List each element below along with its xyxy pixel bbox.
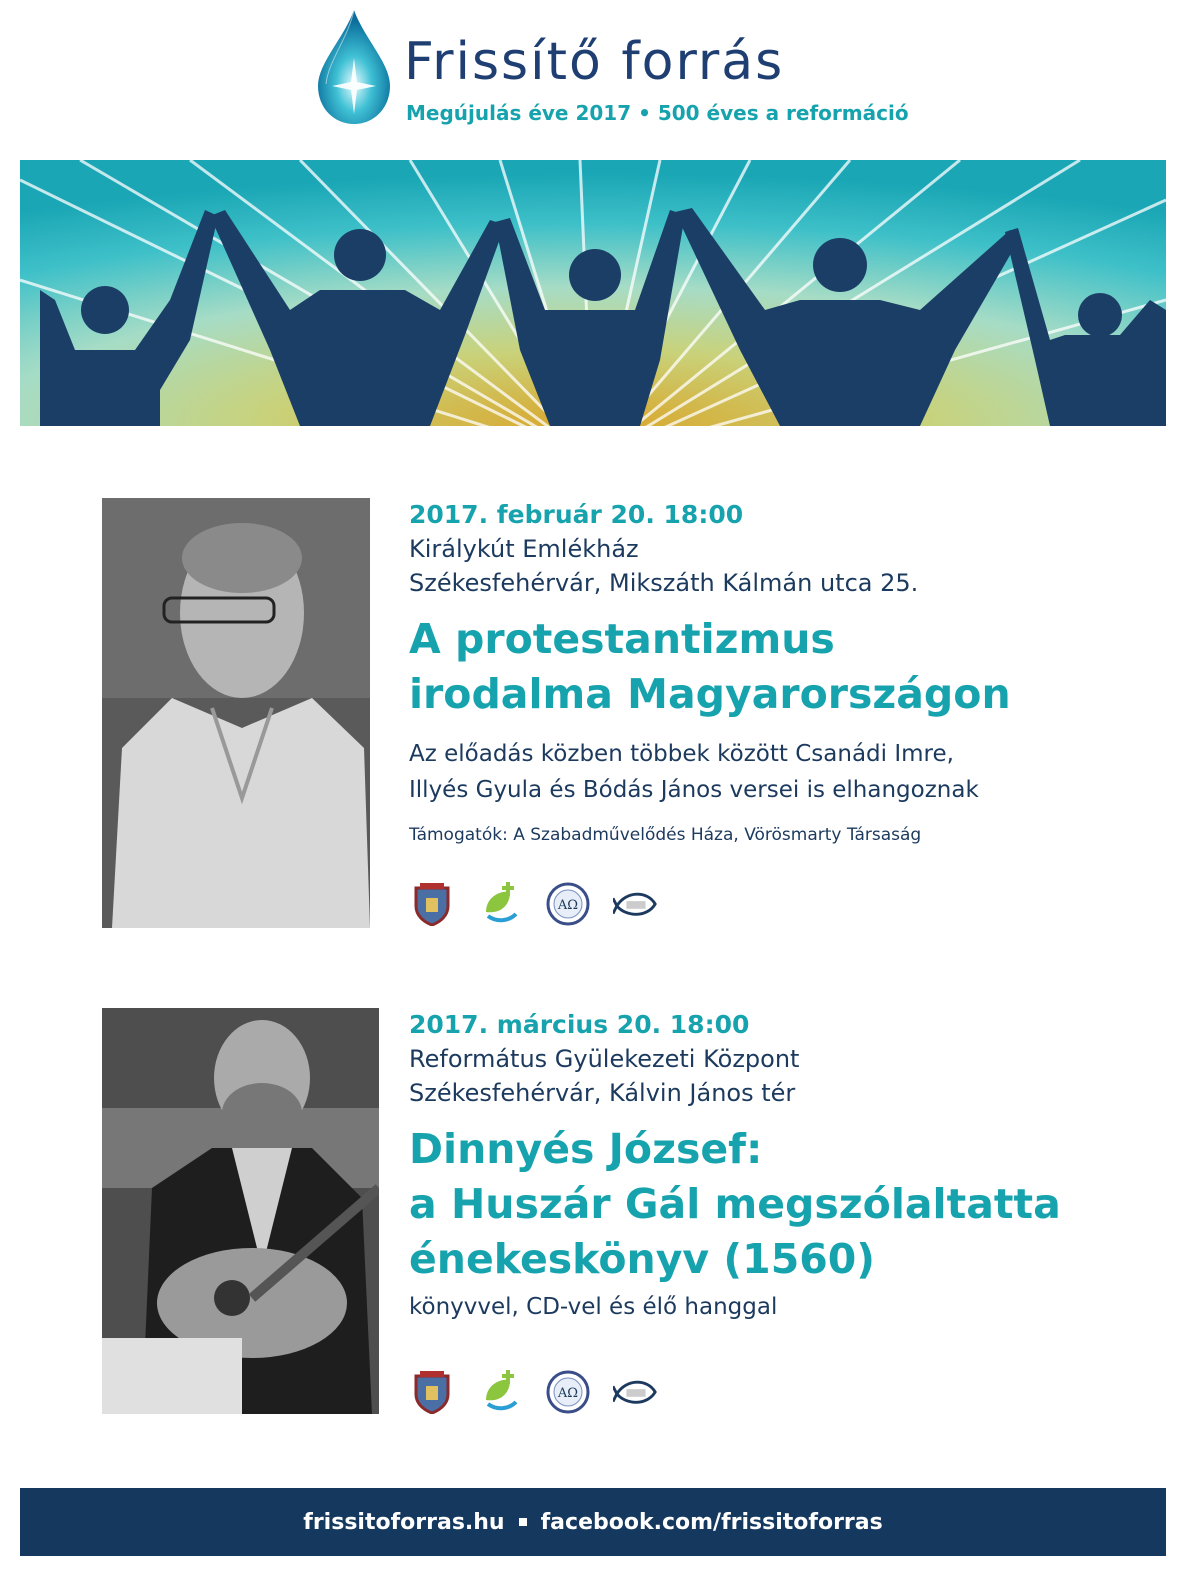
- leaf-cross-icon: [477, 882, 523, 926]
- event-2: [0, 1008, 1200, 1418]
- water-drop-logo-icon: [314, 8, 394, 126]
- event-title: [409, 612, 1169, 722]
- event-venue: Református Gyülekezeti Központ: [409, 1045, 800, 1073]
- event-title-line: irodalma Magyarországon: [409, 670, 1011, 718]
- separator-dot: [519, 1518, 527, 1526]
- performer-photo: [102, 1008, 379, 1414]
- event-address: Székesfehérvár, Mikszáth Kálmán utca 25.: [409, 569, 919, 597]
- svg-text:ΑΩ: ΑΩ: [557, 1386, 579, 1401]
- event-title-line: A protestantizmus: [409, 615, 835, 663]
- event-description: [409, 1289, 1169, 1325]
- svg-text:ΑΩ: ΑΩ: [557, 898, 579, 913]
- event-venue: Királykút Emlékház: [409, 535, 639, 563]
- event-title-line: énekeskönyv (1560): [409, 1235, 876, 1283]
- sponsor-logos: [409, 1370, 659, 1414]
- frissito-forras-fish-icon: [613, 882, 659, 926]
- alpha-omega-seal-icon: [545, 882, 591, 926]
- alpha-omega-seal-icon: [545, 1370, 591, 1414]
- event-address: Székesfehérvár, Kálvin János tér: [409, 1079, 796, 1107]
- website-link[interactable]: frissitoforras.hu: [303, 1509, 505, 1535]
- event-description-line: Az előadás közben többek között Csanádi Imre,: [409, 741, 954, 767]
- facebook-link[interactable]: facebook.com/frissitoforras: [540, 1509, 883, 1535]
- coat-of-arms-icon: [409, 1370, 455, 1414]
- event-title-line: Dinnyés József:: [409, 1125, 763, 1173]
- event-date: 2017. február 20. 18:00: [409, 500, 744, 529]
- hero-banner: [20, 160, 1166, 426]
- footer-bar: [20, 1488, 1166, 1556]
- event-title-line: a Huszár Gál megszólaltatta: [409, 1180, 1061, 1228]
- header: [0, 0, 1200, 150]
- sponsor-logos: [409, 882, 659, 926]
- event-title: [409, 1122, 1169, 1287]
- event-description-line: Illyés Gyula és Bódás János versei is elhangoznak: [409, 777, 979, 803]
- brand-subtitle: Megújulás éve 2017 • 500 éves a reformáció: [406, 101, 909, 125]
- event-info: [409, 1008, 1169, 1325]
- sponsors-text: Támogatók: A Szabadművelődés Háza, Vörösmarty Társaság: [409, 825, 922, 845]
- brand-title: Frissítő forrás: [404, 32, 785, 92]
- event-date: 2017. március 20. 18:00: [409, 1010, 750, 1039]
- event-1: [0, 498, 1200, 930]
- event-description: [409, 736, 1169, 808]
- event-info: [409, 498, 1169, 845]
- coat-of-arms-icon: [409, 882, 455, 926]
- frissito-forras-fish-icon: [613, 1370, 659, 1414]
- speaker-photo: [102, 498, 370, 928]
- leaf-cross-icon: [477, 1370, 523, 1414]
- event-description-line: könyvvel, CD-vel és élő hanggal: [409, 1294, 778, 1320]
